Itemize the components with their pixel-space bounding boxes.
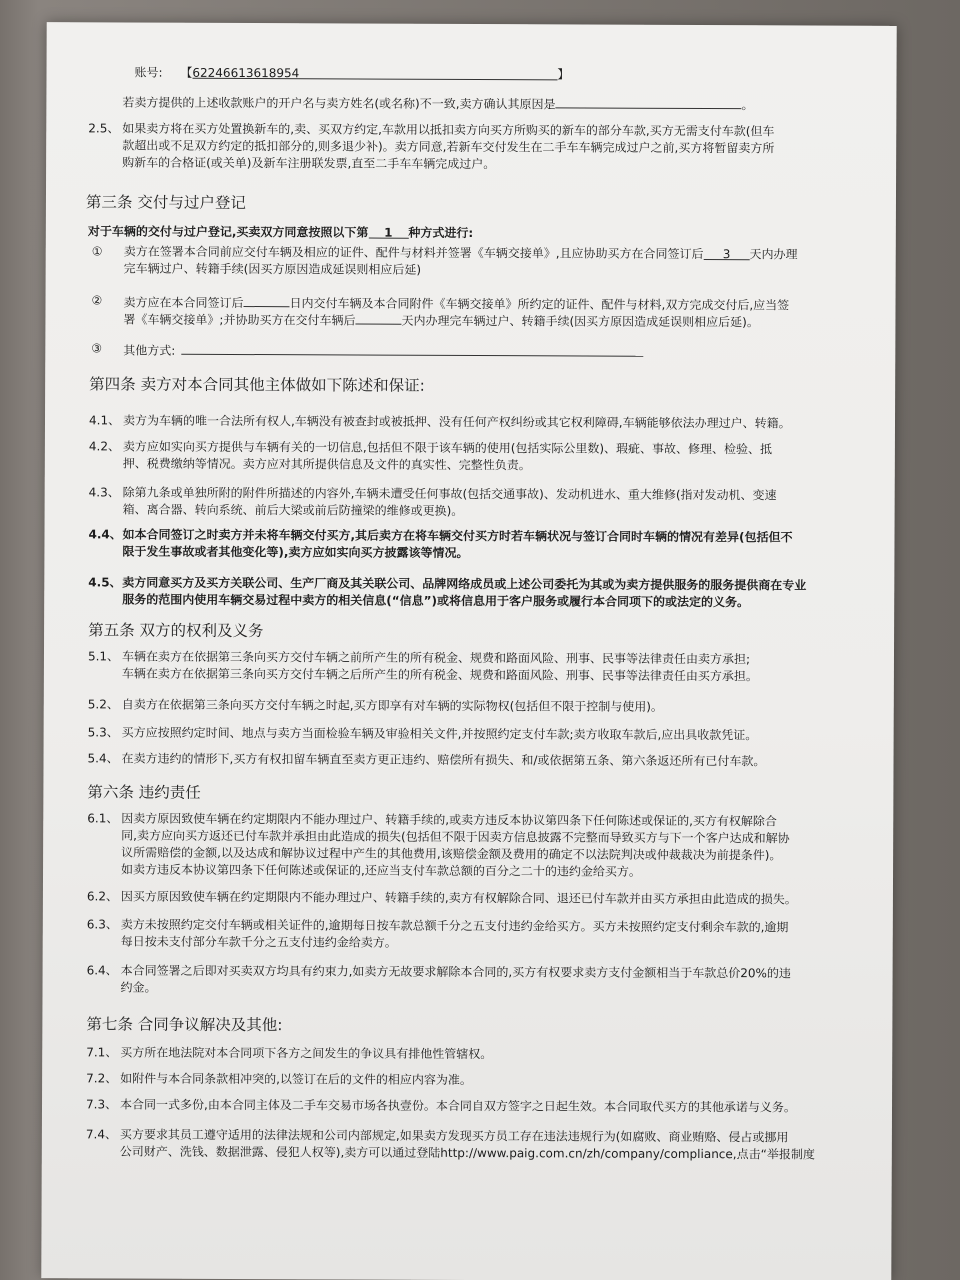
clause-text-line: 因买方原因致使车辆在约定期限内不能办理过户、转籍手续的,卖方有权解除合同、退还已付车款并由买方承担由此造成的损失。 — [120, 889, 797, 907]
clause-text-line: 公司财产、洗钱、数据泄露、侵犯人权等),卖方可以通过登陆http://www.paig.com.cn/zh/company/compliance,点击“举报制度 — [119, 1144, 815, 1162]
option-1-line — [124, 243, 798, 262]
clause-number: 6.2、 — [86, 889, 119, 904]
contract-page — [41, 22, 896, 1280]
option-1-line-2: 完车辆过户、转籍手续(因买方原因造成延误则相应后延) — [123, 261, 422, 277]
clause-text-line: 除第九条或单独所附的附件所描述的内容外,车辆未遭受任何事故(包括交通事故)、发动机进水、重大维修(指对发动机、变速 — [122, 485, 777, 503]
article-3-intro-suffix: 种方式进行: — [408, 225, 474, 241]
option-2-days-blank — [244, 293, 290, 307]
clause-text-line: 如卖方违反本协议第四条下任何陈述或保证的,还应当支付车款总额的百分之二十的违约金给买方。 — [121, 862, 641, 879]
clause-number: 7.2、 — [86, 1071, 118, 1086]
clause-text-line: 本合同签署之后即对买卖双方均具有约束力,如卖方无故要求解除本合同的,买方有权要求卖方支付金额相当于车款总价20%的违 — [120, 963, 791, 981]
account-label: 账号: — [134, 65, 163, 80]
clause-text-line: 买方应按照约定时间、地点与卖方当面检验车辆及审验相关文件,并按照约定支付车款;卖方收取车款后,应出具收款凭证。 — [121, 725, 758, 743]
clause-text-line: 同,卖方应向买方返还已付车款并承担由此造成的损失(包括但不限于因卖方信息披露不完整而导致买方与下一个客户达成和解协 — [121, 828, 790, 846]
clause-text-line: 卖方同意买方及买方关联公司、生产厂商及其关联公司、品牌网络成员或上述公司委托为其或为卖方提供服务的服务提供商在专业 — [122, 575, 807, 593]
option-3-mark: ③ — [91, 341, 103, 356]
clause-number: 5.1、 — [87, 649, 120, 664]
clause-text-line: 卖方应如实向买方提供与车辆有关的一切信息,包括但不限于该车辆的使用(包括实际公里数)、瑕疵、事故、修理、检验、抵 — [122, 439, 773, 457]
clause-text-line: 限于发生事故或者其他变化等),卖方应如实向买方披露该等情况。 — [122, 544, 469, 560]
clause-text-line: 买方要求其员工遵守适用的法律法规和公司内部规定,如果卖方发现买方员工存在违法违规行为(如腐败、商业贿赂、侵占或挪用 — [119, 1127, 789, 1145]
account-value: 62246613618954 — [192, 65, 557, 81]
article-5-title: 第五条 双方的权利及义务 — [88, 621, 264, 641]
clause-number: 5.3、 — [87, 725, 119, 740]
clause-text-line: 本合同一式多份,由本合同主体及二手车交易市场各执壹份。本合同自双方签字之日起生效。本合同取代买方的其他承诺与义务。 — [119, 1097, 796, 1115]
account-open-bracket: 【 — [180, 65, 193, 80]
mismatch-text: 若卖方提供的上述收款账户的开户名与卖方姓名(或名称)不一致,卖方确认其原因是 — [122, 95, 556, 112]
clause-text-line: 押、税费缴纳等情况。卖方应对其所提供信息及文件的真实性、完整性负责。 — [122, 456, 531, 473]
mismatch-end: 。 — [741, 98, 754, 113]
clause-2-5-line: 购新车的合格证(或关单)及新车注册联发票,直至二手车车辆完成过户。 — [122, 155, 496, 172]
clause-number: 4.4、 — [88, 527, 122, 542]
clause-text-line: 卖方为车辆的唯一合法所有权人,车辆没有被查封或被抵押、没有任何产权纠纷或其它权利障碍,车辆能够依法办理过户、转籍。 — [122, 413, 791, 431]
account-line — [134, 65, 569, 83]
clause-text-line: 如附件与本合同条款相冲突的,以签订在后的文件的相应内容为准。 — [120, 1071, 472, 1088]
mismatch-line — [122, 92, 753, 113]
option-3-blank — [181, 341, 643, 357]
article-3-intro-text: 对于车辆的交付与过户登记,买卖双方同意按照以下第 — [87, 224, 369, 240]
clause-number: 6.3、 — [86, 917, 118, 932]
clause-number: 6.4、 — [86, 963, 118, 978]
clause-text-line: 议所需赔偿的金额,以及达成和解协议过程中产生的其他费用,该赔偿金额及费用的确定不以法院判决或仲裁裁决为前提条件)。 — [121, 845, 782, 863]
clause-text-line: 服务的范围内使用车辆交易过程中卖方的相关信息(“信息”)或将信息用于客户服务或履行本合同项下的或法定的义务。 — [122, 592, 750, 610]
option-2-text: 卖方应在本合同签订后 — [123, 295, 244, 311]
option-2-text-c: 署《车辆交接单》;并协助买方在交付车辆后 — [123, 312, 356, 328]
option-2-mark: ② — [91, 293, 103, 308]
contract-content — [47, 22, 897, 1162]
clause-number: 7.3、 — [85, 1097, 118, 1112]
clause-number: 7.4、 — [85, 1127, 118, 1142]
clause-number: 4.5、 — [88, 575, 122, 590]
clause-text-line: 如本合同签订之时卖方并未将车辆交付买方,其后卖方在将车辆交付买方时若车辆状况与签订合同时车辆的情况有差异(包括但不 — [122, 527, 793, 545]
article-3-title: 第三条 交付与过户登记 — [85, 193, 246, 213]
option-2-text-b: 日内交付车辆及本合同附件《车辆交接单》所约定的证件、配件与材料,双方完成交付后,应当签 — [289, 296, 790, 313]
clause-text-line: 车辆在卖方在依据第三条向买方交付车辆之后所产生的所有税金、规费和路面风险、刑事、民事等法律责任由买方承担。 — [121, 666, 758, 684]
clause-text-line: 每日按未支付部分车款千分之五支付违约金给卖方。 — [120, 934, 397, 950]
option-1-suffix: 天内办理 — [749, 247, 798, 262]
clause-number: 4.1、 — [88, 413, 121, 428]
article-6-title: 第六条 违约责任 — [87, 783, 201, 802]
article-4-title: 第四条 卖方对本合同其他主体做如下陈述和保证: — [89, 375, 425, 395]
delivery-method-value: 1 — [368, 225, 408, 239]
clause-number: 5.2、 — [87, 697, 119, 712]
article-3-intro — [88, 223, 473, 241]
clause-2-5-line: 如果卖方将在买方处置换新车的,卖、买双方约定,车款用以抵扣卖方向买方所购买的新车的部分车款,买方无需支付车款(但车 — [122, 121, 775, 139]
clause-text-line: 卖方未按照约定交付车辆或相关证件的,逾期每日按车款总额千分之五支付违约金给买方。买方未按照约定支付剩余车款的,逾期 — [120, 917, 789, 935]
clause-number: 7.1、 — [86, 1045, 118, 1060]
clause-text-line: 约金。 — [120, 980, 157, 995]
clause-text-line: 在卖方违约的情形下,买方有权扣留车辆直至卖方更正违约、赔偿所有损失、和/或依据第五条、第六条返还所有已付车款。 — [121, 751, 766, 769]
article-7-title: 第七条 合同争议解决及其他: — [86, 1015, 283, 1035]
clause-number: 6.1、 — [87, 811, 119, 826]
option-1-days: 3 — [704, 246, 750, 260]
mismatch-blank — [556, 94, 742, 109]
account-close-bracket: 】 — [557, 67, 570, 82]
option-3-label: 其他方式: — [123, 343, 176, 358]
option-3-line — [123, 340, 643, 360]
option-1-text: 卖方在签署本合同前应交付车辆及相应的证件、配件与材料并签署《车辆交接单》,且应协助买方在合同签订后 — [123, 244, 704, 262]
clause-text-line: 车辆在卖方在依据第三条向买方交付车辆之前所产生的所有税金、规费和路面风险、刑事、民事等法律责任由卖方承担; — [121, 649, 751, 667]
clause-2-5-line: 款超出或不足双方约定的抵扣部分的,则多退少补)。卖方同意,若新车交付发生在二手车车辆完成过户之前,买方将暂留卖方所 — [122, 138, 775, 156]
clause-text-line: 因卖方原因致使车辆在约定期限内不能办理过户、转籍手续的,或卖方违反本协议第四条下任何陈述或保证的,买方有权解除合 — [121, 811, 777, 829]
clause-2-5-number: 2.5、 — [88, 121, 120, 136]
option-2-text-d: 天内办理完车辆过户、转籍手续(因买方原因造成延误则相应后延)。 — [401, 313, 759, 330]
option-1-mark: ① — [91, 244, 103, 259]
option-2-line-2 — [123, 309, 758, 330]
clause-number: 5.4、 — [87, 751, 119, 766]
clause-text-line: 箱、离合器、转向系统、前后大梁或前后防撞梁的维修或更换)。 — [122, 502, 464, 518]
clause-number: 4.2、 — [88, 439, 121, 454]
clause-text-line: 买方所在地法院对本合同项下各方之间发生的争议具有排他性管辖权。 — [120, 1045, 493, 1062]
clause-text-line: 自卖方在依据第三条向买方交付车辆之时起,买方即享有对车辆的实际物权(包括但不限于控制与使用)。 — [121, 697, 663, 714]
option-2-days-blank-2 — [355, 311, 401, 325]
clause-number: 4.3、 — [88, 485, 120, 500]
